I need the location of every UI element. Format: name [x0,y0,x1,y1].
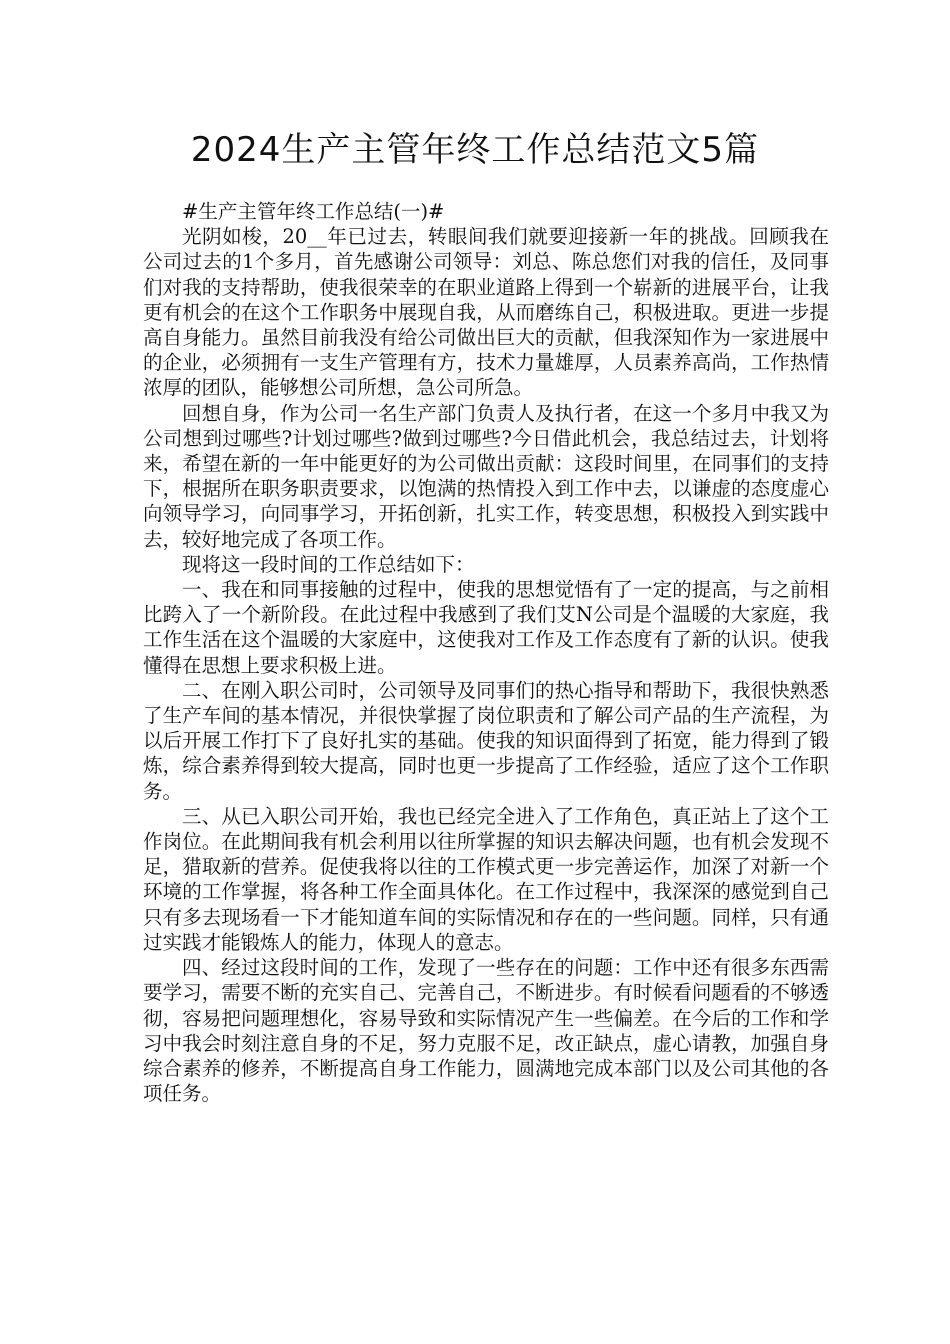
paragraph-point-1: 一、我在和同事接触的过程中，使我的思想觉悟有了一定的提高，与之前相比跨入了一个新阶段。在此过程中我感到了我们艾N公司是个温暖的大家庭，我工作生活在这个温暖的大家庭中，这使我对工作及工作态度有了新的认识。使我懂得在思想上要求积极上进。 [143,578,829,677]
paragraph-point-4: 四、经过这段时间的工作，发现了一些存在的问题：工作中还有很多东西需要学习，需要不断的充实自己、完善自己，不断进步。有时候看问题看的不够透彻，容易把问题理想化，容易导致和实际情况产生一些偏差。在今后的工作和学习中我会时刻注意自身的不足，努力克服不足，改正缺点，虚心请教，加强自身综合素养的修养，不断提高自身工作能力，圆满地完成本部门以及公司其他的各项任务。 [143,956,829,1106]
paragraph-reflection: 回想自身，作为公司一名生产部门负责人及执行者，在这一个多月中我又为公司想到过哪些?计划过哪些?做到过哪些?今日借此机会，我总结过去，计划将来，希望在新的一年中能更好的为公司做出贡献：这段时间里，在同事们的支持下，根据所在职务职责要求，以饱满的热情投入到工作中去，以谦虚的态度虚心向领导学习，向同事学习，开拓创新，扎实工作，转变思想，积极投入到实践中去，较好地完成了各项工作。 [143,401,829,551]
paragraph-point-2: 二、在刚入职公司时，公司领导及同事们的热心指导和帮助下，我很快熟悉了生产车间的基本情况，并很快掌握了岗位职责和了解公司产品的生产流程，为以后开展工作打下了良好扎实的基础。使我的知识面得到了拓宽，能力得到了锻炼，综合素养得到较大提高，同时也更一步提高了工作经验，适应了这个工作职务。 [143,678,829,803]
paragraph-summary-lead: 现将这一段时间的工作总结如下： [182,552,475,576]
document-body [143,199,829,1106]
paragraph-point-3: 三、从已入职公司开始，我也已经完全进入了工作角色，真正站上了这个工作岗位。在此期间我有机会利用以往所掌握的知识去解决问题，也有机会发现不足，猎取新的营养。促使我将以往的工作模式更一步完善运作，加深了对新一个环境的工作掌握，将各种工作全面具体化。在工作过程中，我深深的感觉到自己只有多去现场看一下才能知道车间的实际情况和存在的一些问题。同样，只有通过实践才能锻炼人的能力，体现人的意志。 [143,804,829,954]
section-heading: #生产主管年终工作总结(一)# [182,200,445,223]
document-title: 2024生产主管年终工作总结范文5篇 [190,130,760,170]
paragraph-intro: 光阴如梭，20__年已过去，转眼间我们就要迎接新一年的挑战。回顾我在公司过去的1个多月，首先感谢公司领导：刘总、陈总您们对我的信任，及同事们对我的支持帮助，使我很荣幸的在职业道路上得到一个崭新的进展平台，让我更有机会的在这个工作职务中展现自我，从而磨练自己，积极进取。更进一步提高自身能力。虽然目前我没有给公司做出巨大的贡献，但我深知作为一家进展中的企业，必须拥有一支生产管理有方，技术力量雄厚，人员素养高尚，工作热情浓厚的团队，能够想公司所想，急公司所急。 [143,225,829,400]
